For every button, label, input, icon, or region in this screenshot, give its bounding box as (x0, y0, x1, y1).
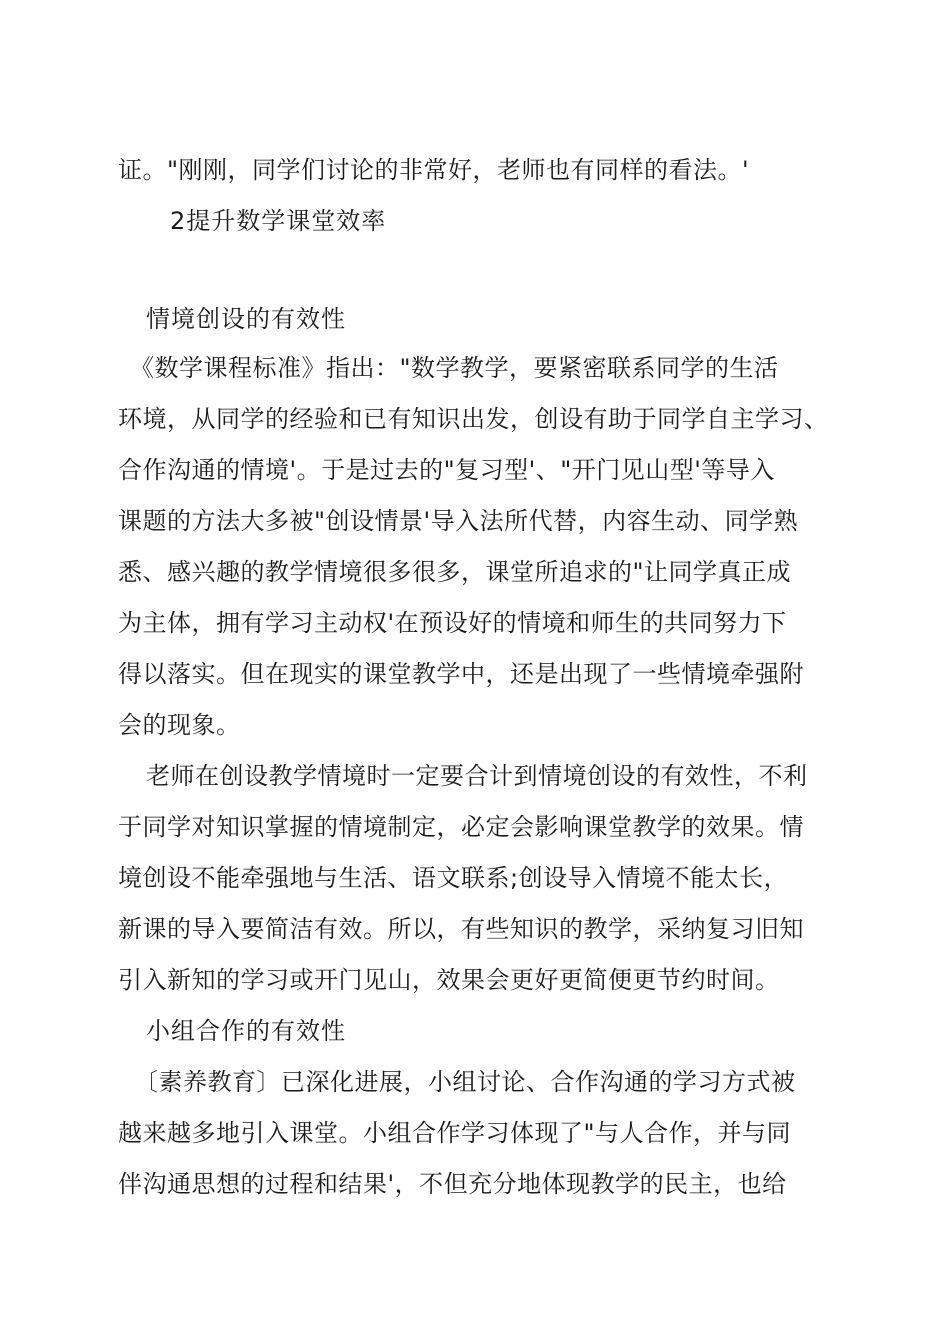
paragraph-line: 得以落实。但在现实的课堂教学中，还是出现了一些情境牵强附 (118, 660, 804, 688)
paragraph-line: 悉、感兴趣的教学情境很多很多，课堂所追求的"让同学真正成 (118, 558, 792, 586)
paragraph-line: 老师在创设教学情境时一定要合计到情境创设的有效性，不利 (146, 762, 808, 790)
paragraph-line: 《数学课程标准》指出："数学教学，要紧密联系同学的生活 (130, 354, 779, 382)
paragraph-line: 证。"刚刚，同学们讨论的非常好，老师也有同样的看法。' (118, 156, 750, 184)
paragraph-line: 引入新知的学习或开门见山，效果会更好更简便更节约时间。 (118, 966, 780, 994)
paragraph-line: 〔素养教育〕已深化进展，小组讨论、合作沟通的学习方式被 (134, 1068, 796, 1096)
paragraph-line: 课题的方法大多被"创设情景'导入法所代替，内容生动、同学熟 (118, 507, 799, 535)
paragraph-line: 合作沟通的情境'。于是过去的"复习型'、"开门见山型'等导入 (118, 456, 775, 484)
subsection-heading: 情境创设的有效性 (146, 305, 346, 333)
paragraph-line: 伴沟通思想的过程和结果'，不但充分地体现教学的民主，也给 (118, 1170, 787, 1198)
section-heading: 2提升数学课堂效率 (170, 207, 387, 235)
paragraph-line: 为主体，拥有学习主动权'在预设好的情境和师生的共同努力下 (118, 609, 787, 637)
paragraph-line: 环境，从同学的经验和已有知识出发，创设有助于同学自主学习、 (118, 405, 829, 433)
paragraph-line: 会的现象。 (118, 711, 241, 739)
paragraph-line: 越来越多地引入课堂。小组合作学习体现了"与人合作，并与同 (118, 1119, 792, 1147)
paragraph-line: 新课的导入要简洁有效。所以，有些知识的教学，采纳复习旧知 (118, 915, 804, 943)
subsection-heading: 小组合作的有效性 (146, 1017, 346, 1045)
paragraph-line: 境创设不能牵强地与生活、语文联系;创设导入情境不能太长， (118, 864, 789, 892)
paragraph-line: 于同学对知识掌握的情境制定，必定会影响课堂教学的效果。情 (118, 813, 804, 841)
